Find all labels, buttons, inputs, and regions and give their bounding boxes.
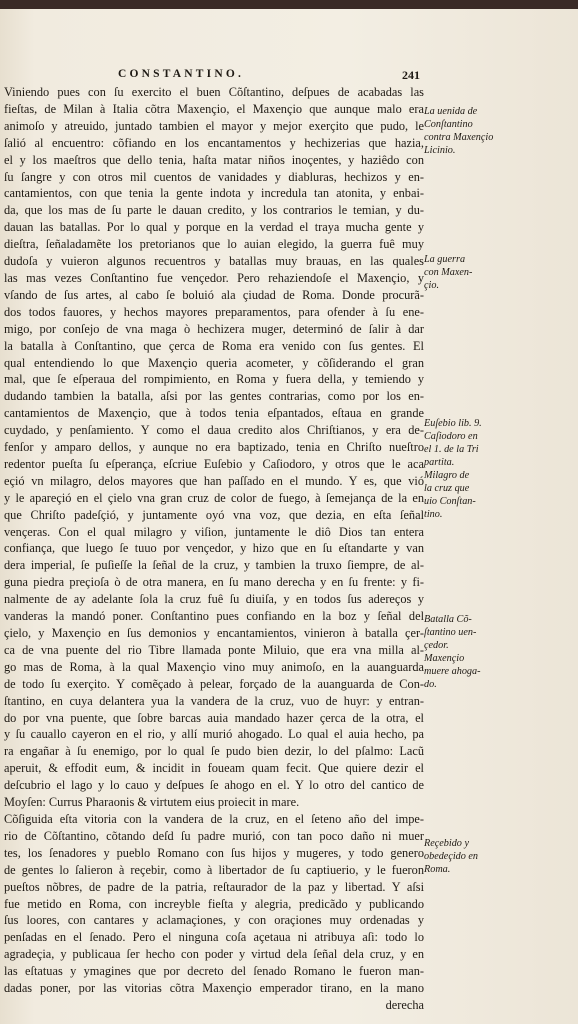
marginal-note-line: muere ahoga- xyxy=(424,666,481,677)
marginal-note xyxy=(424,253,472,292)
marginal-note-line: Milagro de xyxy=(424,470,470,481)
text-line: ra engañar à ſu enemigo, por lo qual ſe pudo bien dezir, lo del pſalmo: Lacũ xyxy=(4,744,424,759)
text-line: cantamientos de Maxençio, que à todos tenia eſpantados, eſtaua en grande xyxy=(4,406,424,421)
marginal-note xyxy=(424,837,478,876)
text-line: confiança, que luego ſe tuuo por vençedor, y hizo que en ſu eſtandarte y van xyxy=(4,541,424,556)
marginal-note-line: La uenida de xyxy=(424,106,478,117)
text-line: qual entendiendo lo que Maxençio queria acometer, y cõſiderando el gran xyxy=(4,355,424,370)
marginal-note-line: Conſtantino xyxy=(424,119,473,130)
text-line: Moyſen: Currus Pharaonis & virtutem eius proiecit in mare. xyxy=(4,795,300,810)
marginal-note-line: Caſiodoro en xyxy=(424,431,478,442)
text-line: dauan las batallas. Por lo qual y porque en la verdad el traya mucha gente y xyxy=(4,220,424,235)
text-line: y le apareçió en el çielo vna gran cruz de color de fuego, à ſemejança de la en xyxy=(4,490,424,505)
text-line: dera imperial, ſe puſieſſe la ſeñal de la cruz, y tambien la truxo ſiempre, de al- xyxy=(4,558,424,573)
text-line: cantamientos, con que tenia la gente indota y incredula tan atonita, y enbai- xyxy=(4,186,424,201)
marginal-note xyxy=(424,105,493,157)
text-line: do por vna puente, que ſobre barcas auia mandado hazer çerca de la otra, el xyxy=(4,710,424,725)
text-line: ca de vna puente del rio Tibre llamada ponte Miluio, que era vna milla al- xyxy=(4,642,424,657)
text-line: deſcubrio el lago y lo cauo y deſpues ſe ahogo en el. Y lo otro del cantico de xyxy=(4,778,424,793)
text-line: vſando de ſus artes, al cabo ſe boluió ala çiudad de Roma. Donde procurã- xyxy=(4,287,424,302)
text-line: dieſtra, ſeñaladamẽte los pretorianos que lo auian elegido, la guerra fuê muy xyxy=(4,237,424,252)
text-line: da, que los mas de ſu parte le dauan credito, y los contrarios le temian, y du- xyxy=(4,203,424,218)
text-line: dos todos fauores, y hechos mayores preparamentos, para ofender à ſu ene- xyxy=(4,304,424,319)
text-line: agradeçia, y publicaua ſer hecho con poder y virtud dela ſeñal dela cruz, y en xyxy=(4,947,424,962)
text-line: de gentes lo ſalieron à reçebir, como à libertador de ſu captiuerio, y le fueron xyxy=(4,862,424,877)
text-line: mal, que ſe eſperaua del rompimiento, en Roma y fuera della, y temiendo y xyxy=(4,372,424,387)
text-line: animoſo y atreuido, juntado tambien el mayor y mejor exerçito que pudo, le xyxy=(4,118,424,133)
text-line: pueſtos nõbres, de padre de la patria, reſtaurador de la paz y libertad. Y aſsi xyxy=(4,879,424,894)
marginal-note-line: Batalla Cõ- xyxy=(424,614,472,625)
marginal-note-line: con Maxen- xyxy=(424,267,473,278)
text-line: Cõſiguida eſta vitoria con la vandera de la cruz, en el ſeteno año del impe- xyxy=(4,811,424,826)
text-line: fieſtas, de Milan à Italia cõtra Maxençio, el Maxençio que aunque malo era xyxy=(4,101,424,116)
text-line: vanderas la mandó poner. Conſtantino pues confiando en la boz y ſeñal del xyxy=(4,609,424,624)
text-line: dudoſa y vuieron algunos recuentros y batallas muy brauas, en las quales xyxy=(4,254,424,269)
text-line: fenſor y amparo dellos, y aunque no era baptizado, tenia en Chriſto nueſtro xyxy=(4,440,424,455)
marginal-note-line: obedeçido en xyxy=(424,851,479,862)
marginal-note-line: partita. xyxy=(424,457,455,468)
text-line: ſtantino, en cuya delantera yua la vandera de la cruz, vuo de huyr: y entran- xyxy=(4,693,424,708)
marginal-note-line: Roma. xyxy=(424,864,451,875)
text-line: la batalla à Conſtantino, que çerca de Roma era venido con ſus gentes. El xyxy=(4,338,424,353)
text-line: guna piedra preçioſa ò de otra manera, en ſu mano derecha y en ſu frente: y fi- xyxy=(4,575,424,590)
marginal-note-line: Reçebido y xyxy=(424,838,469,849)
text-line: go mas de Roma, à la qual Maxençio vino muy animoſo, en la auanguarda xyxy=(4,659,424,674)
text-line: cuydado, y penſamiento. Y como el daua credito alos Chriſtianos, y era de- xyxy=(4,423,424,438)
text-line: fue metido en Roma, con increyble fieſta y alegria, predicãdo y publicando xyxy=(4,896,424,911)
marginal-note-line: çedor. xyxy=(424,640,449,651)
marginal-note-line: el 1. de la Tri xyxy=(424,444,479,455)
marginal-note-line: La guerra xyxy=(424,254,466,265)
main-text-column xyxy=(4,84,424,1014)
marginal-note-line: uio Conſtan- xyxy=(424,496,476,507)
marginal-note-line: do. xyxy=(424,679,437,690)
text-line: y ſu cauallo cayeron en el rio, y allí murió ahogado. Lo qual el auia hecho, pa xyxy=(4,727,424,742)
text-line: migo, por conſejo de vna maga ò hechizera muger, determinó de ſalir à dar xyxy=(4,321,424,336)
folio-number: 241 xyxy=(402,68,420,82)
text-line: que Chriſto padeſçió, y juntamente oyó vna voz, que dezia, en eſta ſeñal xyxy=(4,507,424,522)
text-line: el y los maeſtros que dello tenia, haſta matar niños inoçentes, y haziêdo con xyxy=(4,152,424,167)
text-line: çielo, y Maxençio en ſus demonios y encantamientos, vinieron à batalla çer- xyxy=(4,626,424,640)
text-line: dadas poner, por las vitorias cõtra Maxençio emperador tirano, en la mano xyxy=(4,981,424,996)
marginal-note-line: Euſebio lib. 9. xyxy=(424,418,482,429)
text-line: Viniendo pues con ſu exercito el buen Cõſtantino, deſpues de acabadas las xyxy=(4,85,424,99)
text-line: ſu ſangre y con otros mil cuentos de vanidades y diabluras, hechizos y en- xyxy=(4,169,424,184)
text-line: ſus loores, con cantares y aclamaçiones, y con oraçiones muy ordenadas y xyxy=(4,913,424,928)
marginal-note-line: la cruz que xyxy=(424,483,470,494)
top-edge-band xyxy=(0,0,578,9)
text-line: vençeras. Con el qual milagro y viſion, juntamente le diô Dios tan entera xyxy=(4,524,424,539)
text-line: las mas vezes Conſtantino fue vençedor. Pero rehaziendoſe el Maxençio, y xyxy=(4,270,424,285)
text-line: rio de Cõſtantino, cõtando deſd ſu padre murió, con tan poco daño ni muer xyxy=(4,828,424,843)
text-line: nalmente de ay adelante ſola la cruz fuê ſu diuiſa, y en todos ſus adereços y xyxy=(4,592,424,607)
marginal-note-line: Maxençio xyxy=(424,653,465,664)
marginal-note-line: ſtantino uen- xyxy=(424,627,477,638)
book-page xyxy=(0,9,578,1024)
marginal-note-line: tino. xyxy=(424,509,443,520)
marginal-note-line: contra Maxençio xyxy=(424,132,494,143)
text-line: eçió vn milagro, delos mayores que han paſſado en el mundo. Y es, que vió xyxy=(4,473,424,488)
text-line: dudando tambien la batalla, aſsi por las gentes contrarias, como por los en- xyxy=(4,389,424,404)
text-line: de todo ſu exerçito. Y comẽçado à pelear, forçado de la auanguarda de Con- xyxy=(4,676,424,691)
marginal-note xyxy=(424,417,482,521)
text-line: penſadas en el ſenado. Pero el ninguna coſa açetaua ni atribuya aſi: todo lo xyxy=(4,930,424,945)
text-line: las eſtatuas y ymagines que por decreto del ſenado Romano le fueron man- xyxy=(4,964,424,979)
text-line: redentor pueſta ſu eſperança, eſcriue Euſebio y Caſiodoro, y otros que le aca xyxy=(4,456,424,471)
running-title: CONSTANTINO. xyxy=(118,68,245,80)
catchword: derecha xyxy=(385,997,424,1012)
text-line: tes, los ſenadores y pueblo Romano con ſus hijos y mugeres, y todo genero xyxy=(4,845,424,860)
marginal-note-line: Licinio. xyxy=(424,145,456,156)
marginal-note xyxy=(424,613,481,691)
text-line: ſalió al encuentro: cõfiando en los encantamentos y hechizerias que hazia, xyxy=(4,135,424,150)
marginal-note-line: çio. xyxy=(424,280,439,291)
text-line: aperuit, & effodit eum, & incidit in foueam quam fecit. Que quiere dezir el xyxy=(4,761,424,776)
